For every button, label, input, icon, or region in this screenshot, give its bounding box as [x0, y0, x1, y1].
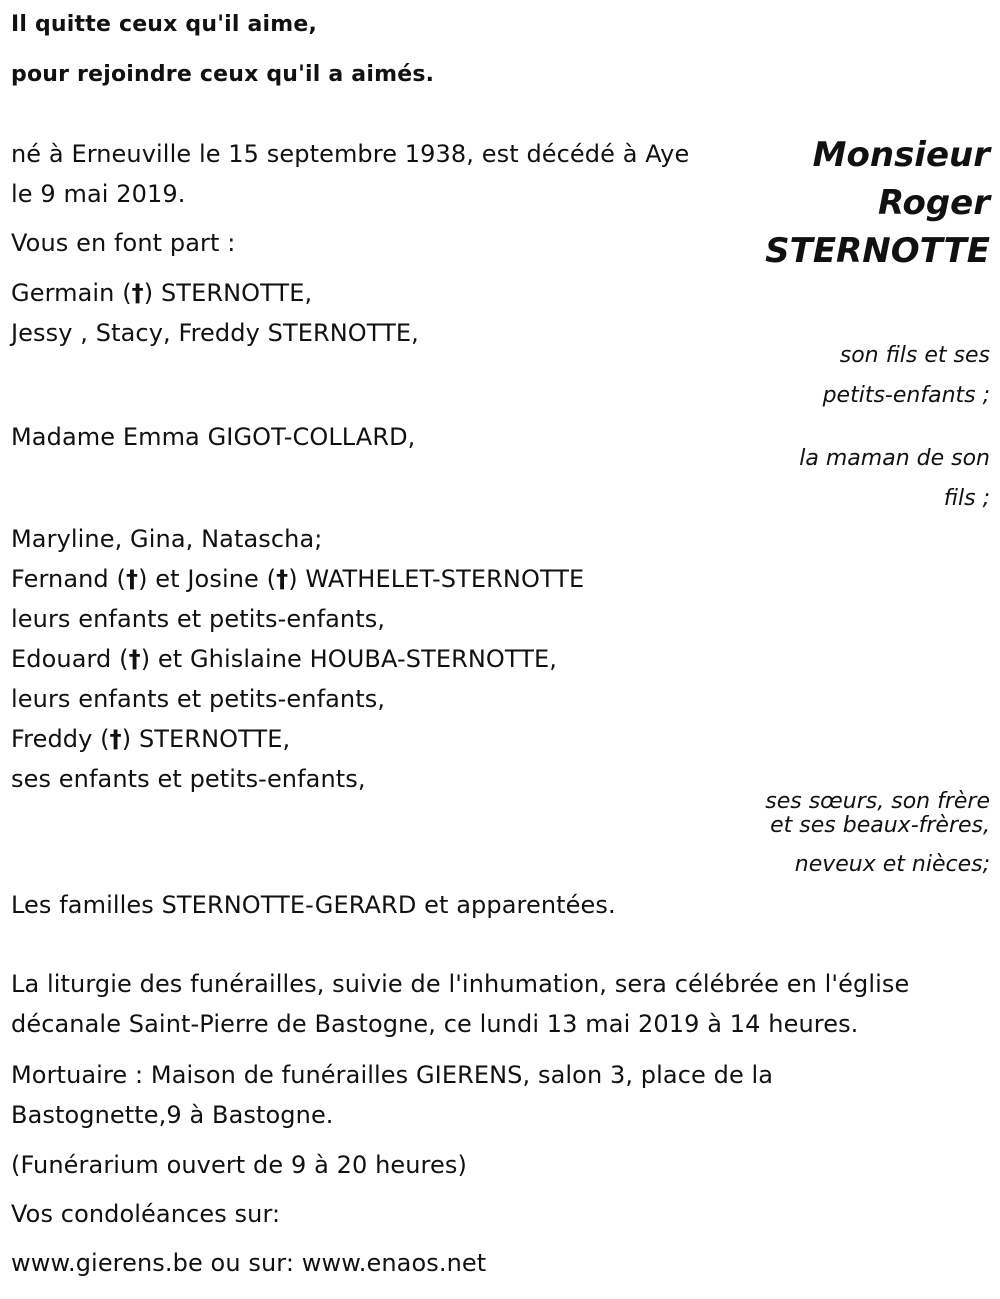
families-line: Les familles STERNOTTE-GERARD et apparentées.: [11, 891, 616, 919]
mother-relation-line-1: la maman de son: [799, 446, 990, 471]
motto-line-1: Il quitte ceux qu'il aime,: [11, 12, 318, 37]
deceased-title: Monsieur: [812, 135, 990, 175]
siblings-line-2: [11, 565, 584, 593]
birth-death-line-1: né à Erneuville le 15 septembre 1938, est décédé à Aye: [11, 140, 690, 168]
son-relation-line-2: petits-enfants ;: [822, 383, 990, 408]
siblings-line-4-part-a: Edouard (: [11, 645, 129, 673]
siblings-relation-line-1: ses sœurs, son frère: [765, 789, 990, 814]
son-relation-line-1: son fils et ses: [839, 343, 990, 368]
cross-icon: †: [128, 645, 141, 673]
siblings-line-2-part-a: Fernand (: [11, 565, 126, 593]
siblings-line-4: [11, 645, 557, 673]
siblings-line-7: ses enfants et petits-enfants,: [11, 765, 366, 793]
mortuary-line-2: Bastognette,9 à Bastogne.: [11, 1101, 334, 1129]
motto-line-2: pour rejoindre ceux qu'il a aimés.: [11, 62, 435, 87]
siblings-line-6-part-b: ) STERNOTTE,: [121, 725, 291, 753]
deceased-last-name: STERNOTTE: [765, 231, 990, 271]
mother-relation-line-2: fils ;: [943, 486, 990, 511]
siblings-line-1: Maryline, Gina, Natascha;: [11, 525, 323, 553]
siblings-line-3: leurs enfants et petits-enfants,: [11, 605, 386, 633]
grandchildren-line: Jessy , Stacy, Freddy STERNOTTE,: [11, 319, 419, 347]
son-line: [11, 279, 312, 307]
opening-hours: (Funérarium ouvert de 9 à 20 heures): [11, 1151, 467, 1179]
cross-icon: †: [131, 279, 144, 307]
siblings-line-6: [11, 725, 290, 753]
condolences-label: Vos condoléances sur:: [11, 1200, 281, 1228]
siblings-line-2-part-c: ) WATHELET-STERNOTTE: [288, 565, 585, 593]
announcement: Vous en font part :: [11, 229, 236, 257]
siblings-relation-line-2: et ses beaux-frères,: [770, 813, 990, 838]
mother-line: Madame Emma GIGOT-COLLARD,: [11, 423, 416, 451]
cross-icon: †: [125, 565, 139, 593]
siblings-line-5: leurs enfants et petits-enfants,: [11, 685, 386, 713]
cross-icon: †: [276, 565, 289, 593]
condolences-websites: www.gierens.be ou sur: www.enaos.net: [11, 1249, 487, 1277]
son-name-part-1: Germain (: [11, 279, 132, 307]
siblings-relation-line-3: neveux et nièces;: [794, 852, 990, 877]
siblings-line-6-part-a: Freddy (: [11, 725, 110, 753]
ceremony-line-2: décanale Saint-Pierre de Bastogne, ce lundi 13 mai 2019 à 14 heures.: [11, 1010, 859, 1038]
mortuary-line-1: Mortuaire : Maison de funérailles GIERENS, salon 3, place de la: [11, 1061, 774, 1089]
siblings-line-2-part-b: ) et Josine (: [138, 565, 277, 593]
birth-death-line-2: le 9 mai 2019.: [11, 180, 186, 208]
son-name-part-2: ) STERNOTTE,: [143, 279, 313, 307]
ceremony-line-1: La liturgie des funérailles, suivie de l'inhumation, sera célébrée en l'église: [11, 970, 910, 998]
deceased-first-name: Roger: [877, 183, 990, 223]
cross-icon: †: [109, 725, 122, 753]
siblings-line-4-part-b: ) et Ghislaine HOUBA-STERNOTTE,: [140, 645, 558, 673]
